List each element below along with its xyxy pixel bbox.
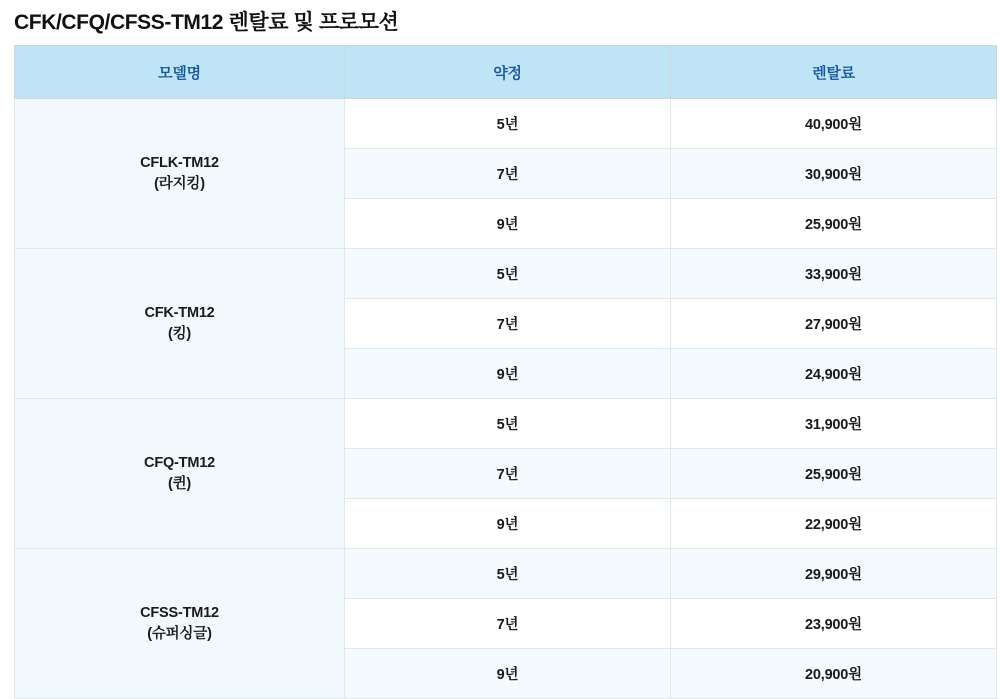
rental-price-table [14, 45, 997, 699]
page-title: CFK/CFQ/CFSS-TM12 렌탈료 및 프로모션 [14, 11, 399, 34]
term-cell: 7년 [345, 299, 671, 349]
term-cell: 9년 [345, 199, 671, 249]
fee-cell: 40,900원 [671, 99, 997, 149]
fee-cell: 25,900원 [671, 199, 997, 249]
fee-cell: 20,900원 [671, 649, 997, 699]
model-cell [15, 99, 345, 249]
term-cell: 7년 [345, 449, 671, 499]
fee-cell: 23,900원 [671, 599, 997, 649]
model-sub-label: (슈퍼싱글) [147, 625, 212, 642]
fee-cell: 22,900원 [671, 499, 997, 549]
term-cell: 5년 [345, 549, 671, 599]
term-cell: 5년 [345, 99, 671, 149]
fee-cell: 24,900원 [671, 349, 997, 399]
fee-cell: 33,900원 [671, 249, 997, 299]
model-name: CFK-TM12 [144, 304, 215, 321]
table-row [15, 549, 997, 599]
table-row [15, 399, 997, 449]
column-header-fee: 렌탈료 [671, 46, 997, 99]
term-cell: 5년 [345, 249, 671, 299]
table-body [15, 99, 997, 699]
model-name: CFQ-TM12 [144, 454, 215, 471]
term-cell: 7년 [345, 149, 671, 199]
model-sub-label: (킹) [167, 325, 192, 342]
table-row [15, 249, 997, 299]
table-header-row [15, 46, 997, 99]
model-name: CFLK-TM12 [140, 154, 219, 171]
model-cell [15, 399, 345, 549]
model-sub-label: (라지킹) [154, 175, 205, 192]
fee-cell: 27,900원 [671, 299, 997, 349]
table-header [15, 46, 997, 99]
model-sub-label: (퀸) [167, 475, 192, 492]
fee-cell: 25,900원 [671, 449, 997, 499]
term-cell: 9년 [345, 349, 671, 399]
term-cell: 5년 [345, 399, 671, 449]
model-name: CFSS-TM12 [140, 604, 219, 621]
term-cell: 7년 [345, 599, 671, 649]
term-cell: 9년 [345, 649, 671, 699]
model-cell [15, 249, 345, 399]
fee-cell: 31,900원 [671, 399, 997, 449]
term-cell: 9년 [345, 499, 671, 549]
table-row [15, 99, 997, 149]
model-cell [15, 549, 345, 699]
fee-cell: 29,900원 [671, 549, 997, 599]
column-header-term: 약정 [345, 46, 671, 99]
fee-cell: 30,900원 [671, 149, 997, 199]
column-header-model: 모델명 [15, 46, 345, 99]
